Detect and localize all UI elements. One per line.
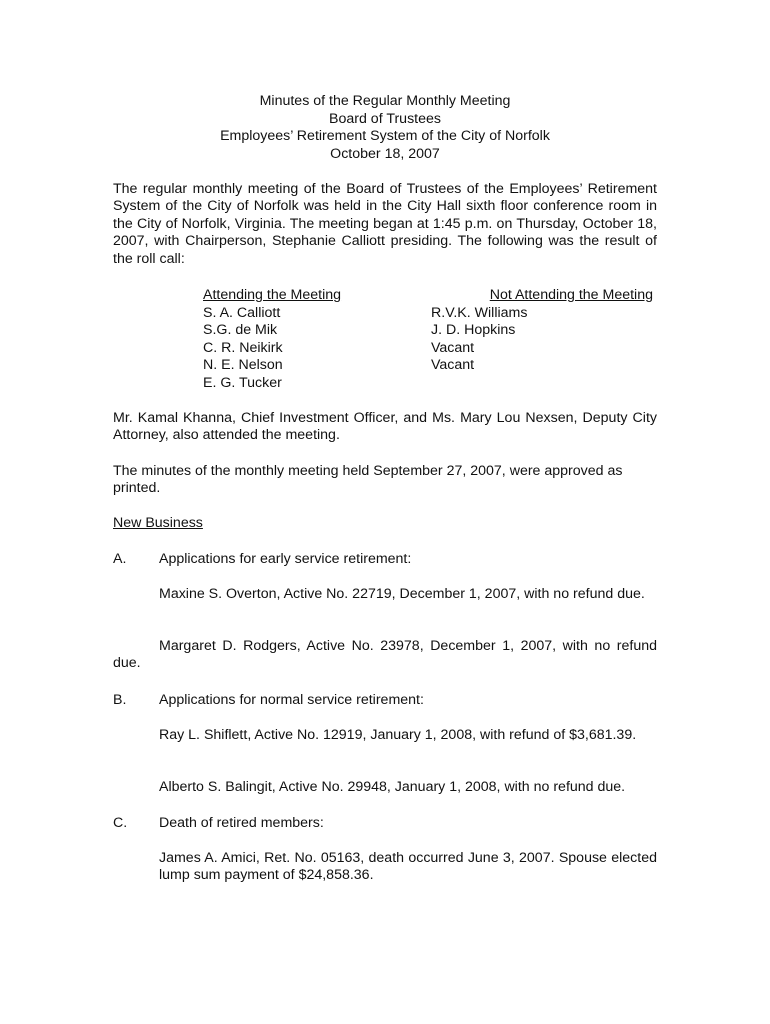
attendee-name: C. R. Neikirk <box>203 339 283 356</box>
attendee-name: S. A. Calliott <box>203 304 281 321</box>
header-date: October 18, 2007 <box>330 145 440 162</box>
attendee-name: N. E. Nelson <box>203 357 283 373</box>
not-attending-column <box>431 287 653 375</box>
attendee-name: S.G. de Mik <box>203 322 278 338</box>
new-business-heading: New Business <box>113 515 203 531</box>
section-b-title: Applications for normal service retirement: <box>159 692 424 708</box>
section-a-letter: A. <box>113 551 127 567</box>
header-board: Board of Trustees <box>329 110 441 127</box>
section-b-item-2: Alberto S. Balingit, Active No. 29948, January 1, 2008, with no refund due. <box>159 779 626 795</box>
also-attended-paragraph: Mr. Kamal Khanna, Chief Investment Officer, and Ms. Mary Lou Nexsen, Deputy City Attorney, also attended the meeting. <box>113 410 657 444</box>
section-c-item-1: James A. Amici, Ret. No. 05163, death occurred June 3, 2007. Spouse elected lump sum payment of $24,858.36. <box>159 850 657 884</box>
intro-paragraph: The regular monthly meeting of the Board of Trustees of the Employees’ Retirement System of the City of Norfolk was held in the City Hall sixth floor conference room in the City of Norfolk, Virginia. The meeting began at 1:45 p.m. on Thursday, October 18, 2007, with Chairperson, Stephanie Calliott presiding. The following was the result of the roll call: <box>113 181 657 267</box>
section-c-letter: C. <box>113 815 128 831</box>
absentee-name: Vacant <box>431 357 475 373</box>
header-organization: Employees’ Retirement System of the City of Norfolk <box>220 128 550 144</box>
absentee-name: R.V.K. Williams <box>431 304 528 321</box>
section-a-title: Applications for early service retirement: <box>159 551 412 567</box>
section-a-item-2: Margaret D. Rodgers, Active No. 23978, December 1, 2007, with no refund due. <box>113 638 657 672</box>
section-b-letter: B. <box>113 692 127 708</box>
not-attending-heading: Not Attending the Meeting <box>489 287 653 303</box>
section-a-item-1: Maxine S. Overton, Active No. 22719, December 1, 2007, with no refund due. <box>159 586 645 602</box>
attending-column <box>203 287 341 392</box>
absentee-name: J. D. Hopkins <box>431 322 516 338</box>
attending-heading: Attending the Meeting <box>203 287 342 303</box>
attendee-name: E. G. Tucker <box>203 374 282 391</box>
document-header <box>0 93 770 163</box>
section-b-item-1: Ray L. Shiflett, Active No. 12919, January 1, 2008, with refund of $3,681.39. <box>159 727 637 743</box>
absentee-name: Vacant <box>431 339 475 356</box>
header-title: Minutes of the Regular Monthly Meeting <box>259 93 511 109</box>
minutes-approval-paragraph: The minutes of the monthly meeting held September 27, 2007, were approved as printed. <box>113 463 623 497</box>
roll-call <box>203 287 653 397</box>
section-c-title: Death of retired members: <box>159 815 324 831</box>
